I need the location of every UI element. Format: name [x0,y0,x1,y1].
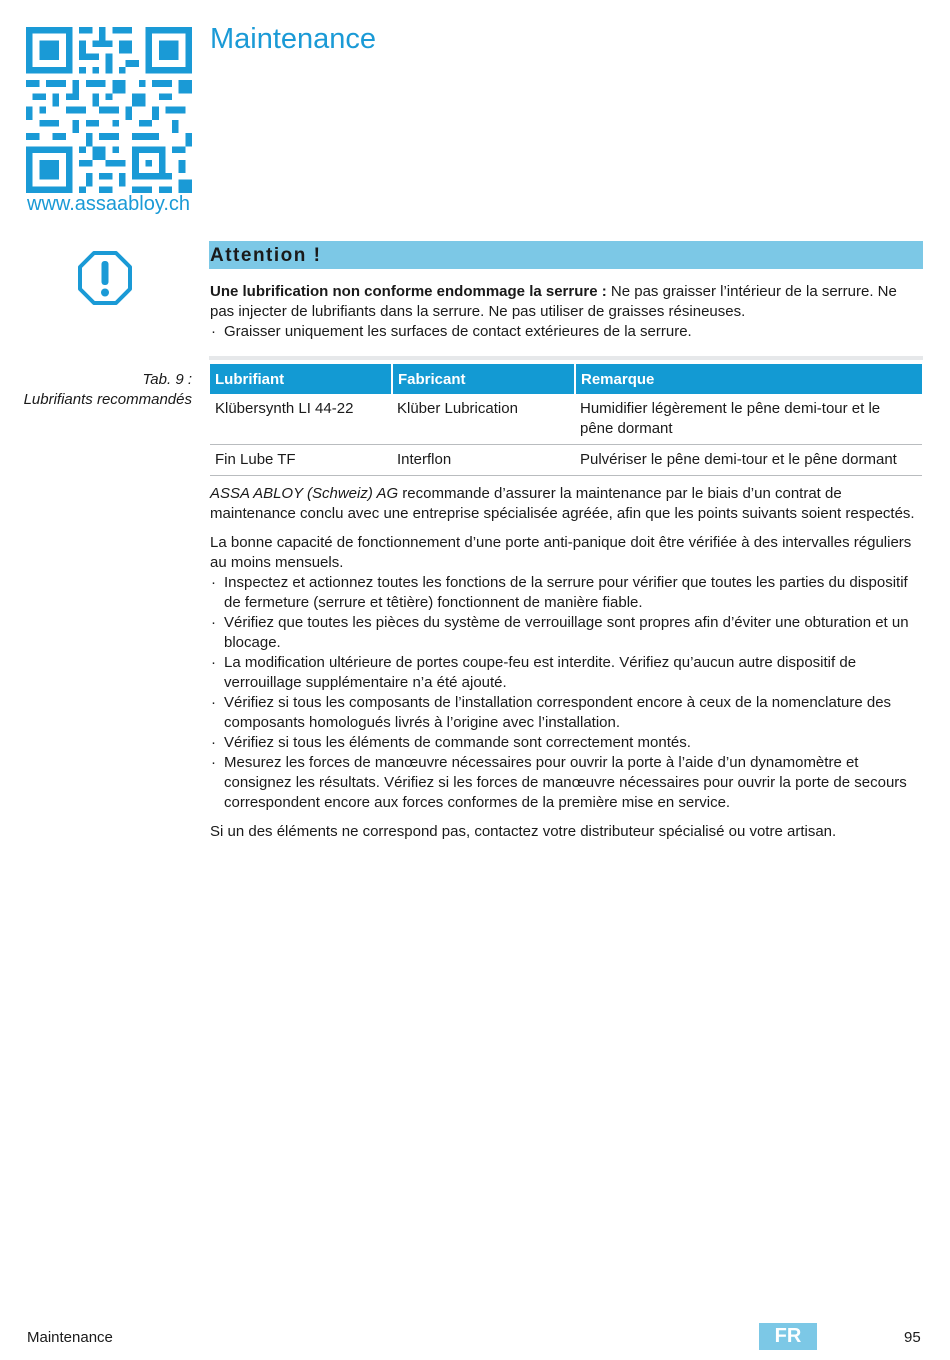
table-cell: Humidifier légèrement le pêne demi-tour et le pêne dormant [575,394,922,445]
checks-intro: La bonne capacité de fonctionnement d’une porte anti-panique doit être vérifiée à des intervalles réguliers au moins mensuels. [210,534,912,571]
attention-bullet: · Graisser uniquement les surfaces de contact extérieures de la serrure. [210,322,922,342]
body-text [210,484,922,851]
list-item: · Vérifiez que toutes les pièces du système de verrouillage sont propres afin d’éviter une obturation et un blocage. [210,613,922,653]
list-item: · La modification ultérieure de portes coupe-feu est interdite. Vérifiez qu’aucun autre dispositif de verrouillage supplémentaire n’a été ajouté. [210,653,922,693]
column-header-manufacturer: Fabricant [392,364,575,394]
intro-paragraph [210,484,922,524]
website-url[interactable]: www.assaabloy.ch [27,193,191,215]
footer-section-name: Maintenance [27,1329,113,1346]
column-header-remark: Remarque [575,364,922,394]
table-header-row [210,364,922,394]
intro-text: recommande d’assurer la maintenance par le biais d’un contrat de maintenance conclu avec une entreprise spécialisée agréée, afin que les points suivants soient respectés. [210,485,915,522]
page-title: Maintenance [210,23,377,55]
divider [209,356,923,360]
table-row [210,394,922,445]
table-cell: Interflon [392,445,575,476]
table-caption [24,370,192,410]
list-item: · Mesurez les forces de manœuvre nécessaires pour ouvrir la porte à l’aide d’un dynamomètre et consignez les résultats. Vérifiez si les forces de manœuvre nécessaires pour ouvrir la porte de secours correspondent encore aux forces conformes de la première mise en service. [210,753,922,813]
column-header-lubricant: Lubrifiant [210,364,392,394]
table-cell: Pulvériser le pêne demi-tour et le pêne dormant [575,445,922,476]
list-item: · Vérifiez si tous les composants de l’installation correspondent encore à ceux de la nomenclature des composants homologués livrés à l’origine avec l’installation. [210,693,922,733]
table-cell: Klüber Lubrication [392,394,575,445]
table-caption-title: Lubrifiants recommandés [23,391,192,408]
lubricants-table [210,364,922,476]
table-row [210,445,922,476]
table-cell: Klübersynth LI 44-22 [210,394,392,445]
page-number: 95 [904,1329,921,1346]
attention-bold-lead: Une lubrification non conforme endommage la serrure : [210,283,607,300]
warning-octagon-icon [77,250,133,306]
attention-body: Ne pas graisser l’intérieur de la serrure. Ne pas injecter de lubrifiants dans la serrure. Ne pas utiliser de graisses résineuses. [210,283,897,320]
table-cell: Fin Lube TF [210,445,392,476]
qr-code-icon [26,27,192,193]
list-item: · Vérifiez si tous les éléments de commande sont correctement montés. [210,733,922,753]
attention-paragraph [210,282,922,322]
list-item: · Inspectez et actionnez toutes les fonctions de la serrure pour vérifier que toutes les parties du dispositif de fermeture (serrure et têtière) fonctionnent de manière fiable. [210,573,922,613]
closing-paragraph: Si un des éléments ne correspond pas, contactez votre distributeur spécialisé ou votre artisan. [210,823,837,840]
table-caption-number: Tab. 9 : [142,371,192,388]
attention-text [210,282,922,342]
company-name: ASSA ABLOY (Schweiz) AG [210,485,399,502]
checks-section [210,533,922,813]
language-badge: FR [759,1323,817,1350]
attention-title: Attention ! [210,245,322,266]
